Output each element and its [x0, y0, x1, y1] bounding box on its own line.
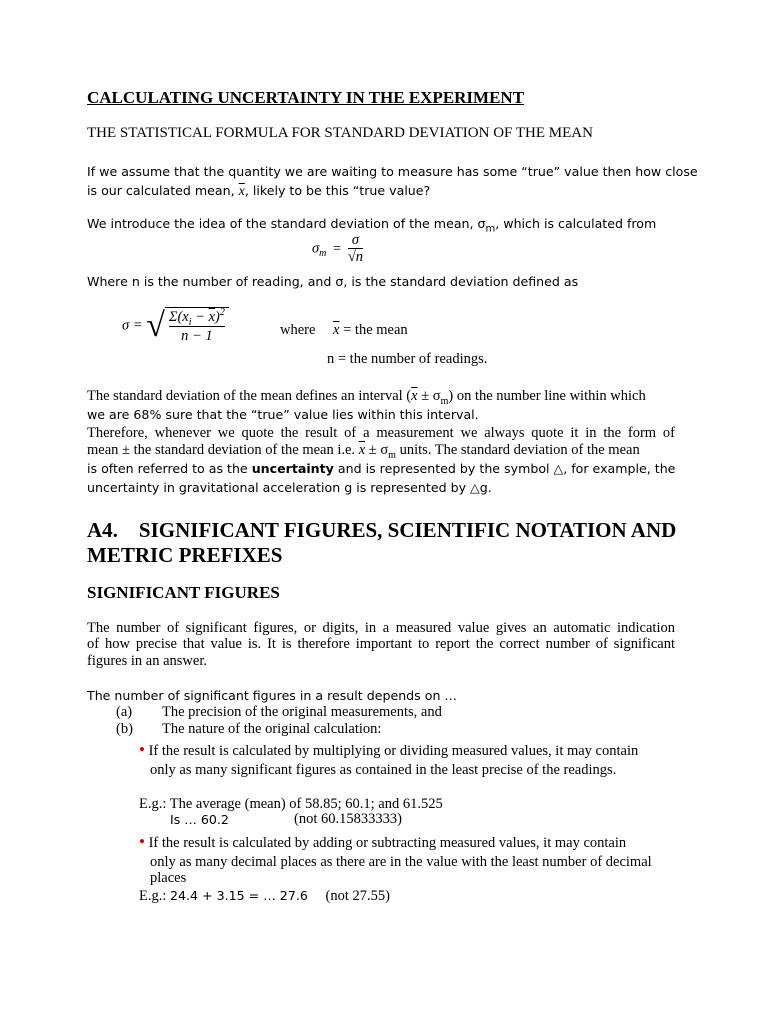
bullet-1: • If the result is calculated by multiplying or dividing measured values, it may contain [139, 740, 639, 759]
interval-line-1: The standard deviation of the mean defines an interval $(\overline{x} \pm \sigma_m)$ on the number line within which [87, 388, 646, 407]
formula-sigma: σ = √ $\frac{\Sigma(x_i - \overline{x})^2}{n - 1}$ [122, 307, 229, 345]
list-item: (b) The nature of the original calculation: [116, 721, 382, 737]
therefore-line-2: mean ± the standard deviation of the mean i.e. $\overline{x} \pm \sigma_m$ units. The standard deviation of the mean [87, 442, 640, 461]
therefore-line-4: uncertainty in gravitational acceleration g is represented by △g. [87, 480, 492, 495]
section-a4-heading-2: METRIC PREFIXES [87, 543, 283, 567]
example-1-line-2: Is … 60.2 (not 60.15833333) [170, 811, 402, 827]
list-item: (a) The precision of the original measurements, and [116, 704, 442, 720]
sqrt-symbol: √ [146, 307, 165, 344]
x-bar-symbol: $\overline{x}$ [238, 184, 245, 199]
example-2: E.g.: 24.4 + 3.15 = … 27.6 (not 27.55) [139, 888, 390, 904]
formula-sigma-m: $\sigma_m$ = $\frac{\sigma}{√n}$ [312, 232, 364, 265]
section-significant-figures: SIGNIFICANT FIGURES [87, 583, 280, 602]
therefore-line-1: Therefore, whenever we quote the result of a measurement we always quote it in the form of [87, 425, 675, 441]
where-mean: where $\overline{x}$ = the mean [280, 322, 408, 338]
bullet-2-line-2: only as many decimal places as there are in the value with the least number of decimal [150, 854, 652, 870]
where-readings: n = the number of readings. [327, 351, 488, 367]
page-title: CALCULATING UNCERTAINTY IN THE EXPERIMENT [87, 88, 525, 107]
section-a4-heading-1: A4. SIGNIFICANT FIGURES, SCIENTIFIC NOTATION AND [87, 518, 677, 542]
fraction-variance: $\frac{\Sigma(x_i - \overline{x})^2}{n - 1}$ [165, 307, 229, 345]
uncertainty-bold: uncertainty [251, 461, 334, 476]
fraction-sigma-root-n: $\frac{\sigma}{√n}$ [347, 232, 364, 265]
where-n-line: Where n is the number of reading, and σ, is the standard deviation defined as [87, 274, 579, 289]
introduce-line: We introduce the idea of the standard deviation of the mean, $\sigma_m$, which is calculated from [87, 216, 657, 235]
bullet-dot-icon: • [139, 740, 145, 759]
sig-para-line-2: of how precise that value is. It is therefore important to report the correct number of significant [87, 636, 675, 652]
interval-line-2: we are 68% sure that the “true” value lies within this interval. [87, 407, 479, 422]
bullet-1-line-2: only as many significant figures as contained in the least precise of the readings. [150, 762, 617, 778]
intro-line-2: is our calculated mean, $\overline{x}$, likely to be this “true value? [87, 183, 431, 199]
example-1-line-1: E.g.: The average (mean) of 58.85; 60.1; and 61.525 [139, 796, 443, 812]
bullet-2-line-3: places [150, 870, 187, 886]
subtitle: THE STATISTICAL FORMULA FOR STANDARD DEVIATION OF THE MEAN [87, 125, 593, 141]
bullet-2: • If the result is calculated by adding or subtracting measured values, it may contain [139, 832, 627, 851]
sig-para-line-3: figures in an answer. [87, 653, 207, 669]
depends-line: The number of significant figures in a result depends on … [87, 688, 458, 703]
intro-line-1: If we assume that the quantity we are waiting to measure has some “true” value then how close [87, 164, 698, 179]
therefore-line-3: is often referred to as the uncertainty and is represented by the symbol △, for example, the [87, 461, 676, 476]
sig-para-line-1: The number of significant figures, or digits, in a measured value gives an automatic indication [87, 620, 675, 636]
bullet-dot-icon: • [139, 832, 145, 851]
